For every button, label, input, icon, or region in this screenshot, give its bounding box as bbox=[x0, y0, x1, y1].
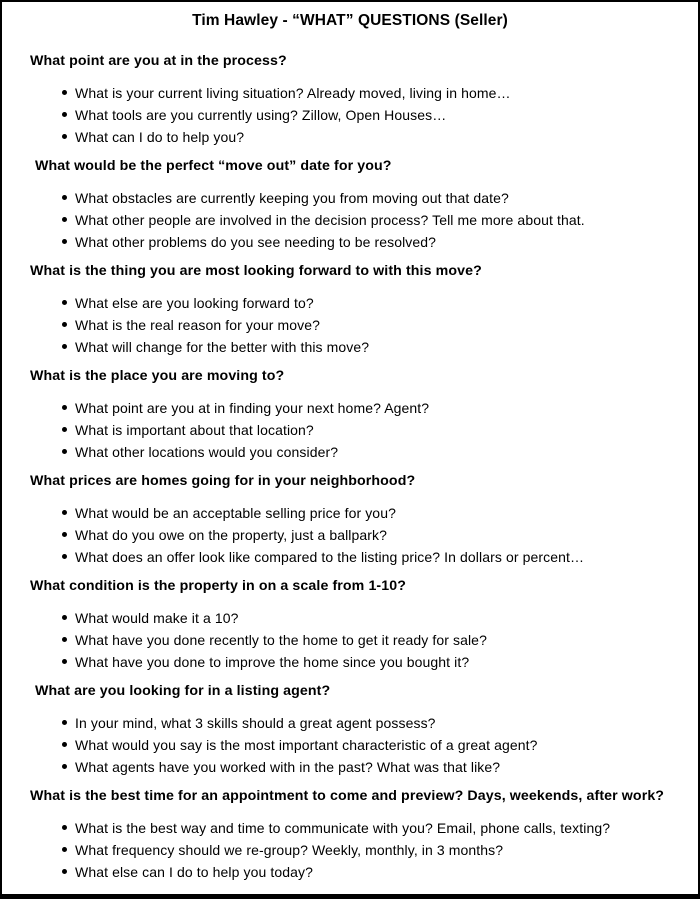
question-item bbox=[62, 861, 670, 883]
section-appointment bbox=[30, 787, 670, 883]
question-item bbox=[62, 756, 670, 778]
question-text: What have you done to improve the home since you bought it? bbox=[75, 654, 470, 670]
question-list bbox=[30, 82, 670, 148]
question-item bbox=[62, 419, 670, 441]
bullet-icon bbox=[62, 659, 67, 664]
question-text: What else are you looking forward to? bbox=[75, 295, 314, 311]
question-list bbox=[30, 502, 670, 568]
section-condition bbox=[30, 577, 670, 673]
bullet-icon bbox=[62, 344, 67, 349]
question-text: What else can I do to help you today? bbox=[75, 864, 313, 880]
question-text: What do you owe on the property, just a ballpark? bbox=[75, 527, 388, 543]
question-item bbox=[62, 546, 670, 568]
question-text: What is the best way and time to communicate with you? Email, phone calls, texting? bbox=[75, 820, 611, 836]
section-listing-agent bbox=[30, 682, 670, 778]
question-item bbox=[62, 104, 670, 126]
question-item bbox=[62, 651, 670, 673]
question-list bbox=[30, 292, 670, 358]
bullet-icon bbox=[62, 869, 67, 874]
question-text: What other locations would you consider? bbox=[75, 444, 339, 460]
bullet-icon bbox=[62, 300, 67, 305]
section-heading: What is the best time for an appointment to come and preview? Days, weekends, after work? bbox=[30, 788, 665, 804]
question-text: What can I do to help you? bbox=[75, 129, 245, 145]
bullet-icon bbox=[62, 615, 67, 620]
question-text: What other problems do you see needing to be resolved? bbox=[75, 234, 437, 250]
question-text: What does an offer look like compared to the listing price? In dollars or percent… bbox=[75, 549, 585, 565]
bullet-icon bbox=[62, 195, 67, 200]
bullet-icon bbox=[62, 532, 67, 537]
question-item bbox=[62, 209, 670, 231]
question-list bbox=[30, 607, 670, 673]
question-list bbox=[30, 712, 670, 778]
question-text: In your mind, what 3 skills should a great agent possess? bbox=[75, 715, 436, 731]
section-process bbox=[30, 52, 670, 148]
section-heading: What would be the perfect “move out” date for you? bbox=[35, 158, 392, 174]
question-text: What is the real reason for your move? bbox=[75, 317, 321, 333]
bullet-icon bbox=[62, 134, 67, 139]
section-heading: What is the thing you are most looking forward to with this move? bbox=[30, 263, 482, 279]
question-text: What is important about that location? bbox=[75, 422, 314, 438]
question-text: What frequency should we re-group? Weekly, monthly, in 3 months? bbox=[75, 842, 504, 858]
bullet-icon bbox=[62, 112, 67, 117]
bullet-icon bbox=[62, 847, 67, 852]
question-item bbox=[62, 126, 670, 148]
bullet-icon bbox=[62, 427, 67, 432]
section-heading: What are you looking for in a listing agent? bbox=[35, 683, 331, 699]
bullet-icon bbox=[62, 764, 67, 769]
question-text: What tools are you currently using? Zillow, Open Houses… bbox=[75, 107, 447, 123]
question-text: What would you say is the most important characteristic of a great agent? bbox=[75, 737, 538, 753]
question-item bbox=[62, 734, 670, 756]
bullet-icon bbox=[62, 554, 67, 559]
question-text: What is your current living situation? Already moved, living in home… bbox=[75, 85, 511, 101]
bullet-icon bbox=[62, 405, 67, 410]
bullet-icon bbox=[62, 742, 67, 747]
question-item bbox=[62, 292, 670, 314]
section-heading: What prices are homes going for in your neighborhood? bbox=[30, 473, 416, 489]
question-text: What agents have you worked with in the past? What was that like? bbox=[75, 759, 501, 775]
section-moving-to bbox=[30, 367, 670, 463]
bullet-icon bbox=[62, 217, 67, 222]
bullet-icon bbox=[62, 322, 67, 327]
question-item bbox=[62, 502, 670, 524]
question-text: What other people are involved in the decision process? Tell me more about that. bbox=[75, 212, 585, 228]
question-text: What have you done recently to the home to get it ready for sale? bbox=[75, 632, 487, 648]
bullet-icon bbox=[62, 90, 67, 95]
section-prices bbox=[30, 472, 670, 568]
bullet-icon bbox=[62, 720, 67, 725]
question-item bbox=[62, 817, 670, 839]
section-looking-forward bbox=[30, 262, 670, 358]
question-list bbox=[30, 187, 670, 253]
question-text: What point are you at in finding your next home? Agent? bbox=[75, 400, 430, 416]
question-item bbox=[62, 629, 670, 651]
bullet-icon bbox=[62, 510, 67, 515]
question-text: What will change for the better with this move? bbox=[75, 339, 370, 355]
question-item bbox=[62, 607, 670, 629]
section-heading: What is the place you are moving to? bbox=[30, 368, 285, 384]
question-item bbox=[62, 712, 670, 734]
question-text: What would make it a 10? bbox=[75, 610, 239, 626]
question-item bbox=[62, 397, 670, 419]
question-item bbox=[62, 187, 670, 209]
section-heading: What condition is the property in on a scale from 1-10? bbox=[30, 578, 407, 594]
page-title: Tim Hawley - “WHAT” QUESTIONS (Seller) bbox=[192, 12, 508, 29]
question-item bbox=[62, 231, 670, 253]
question-list bbox=[30, 397, 670, 463]
question-item bbox=[62, 314, 670, 336]
question-text: What obstacles are currently keeping you from moving out that date? bbox=[75, 190, 509, 206]
question-item bbox=[62, 524, 670, 546]
section-heading: What point are you at in the process? bbox=[30, 53, 287, 69]
question-item bbox=[62, 336, 670, 358]
question-item bbox=[62, 441, 670, 463]
document-page bbox=[2, 2, 698, 883]
question-list bbox=[30, 817, 670, 883]
bullet-icon bbox=[62, 637, 67, 642]
bullet-icon bbox=[62, 239, 67, 244]
section-move-out-date bbox=[30, 157, 670, 253]
bullet-icon bbox=[62, 449, 67, 454]
bullet-icon bbox=[62, 825, 67, 830]
question-text: What would be an acceptable selling price for you? bbox=[75, 505, 396, 521]
question-item bbox=[62, 82, 670, 104]
question-item bbox=[62, 839, 670, 861]
